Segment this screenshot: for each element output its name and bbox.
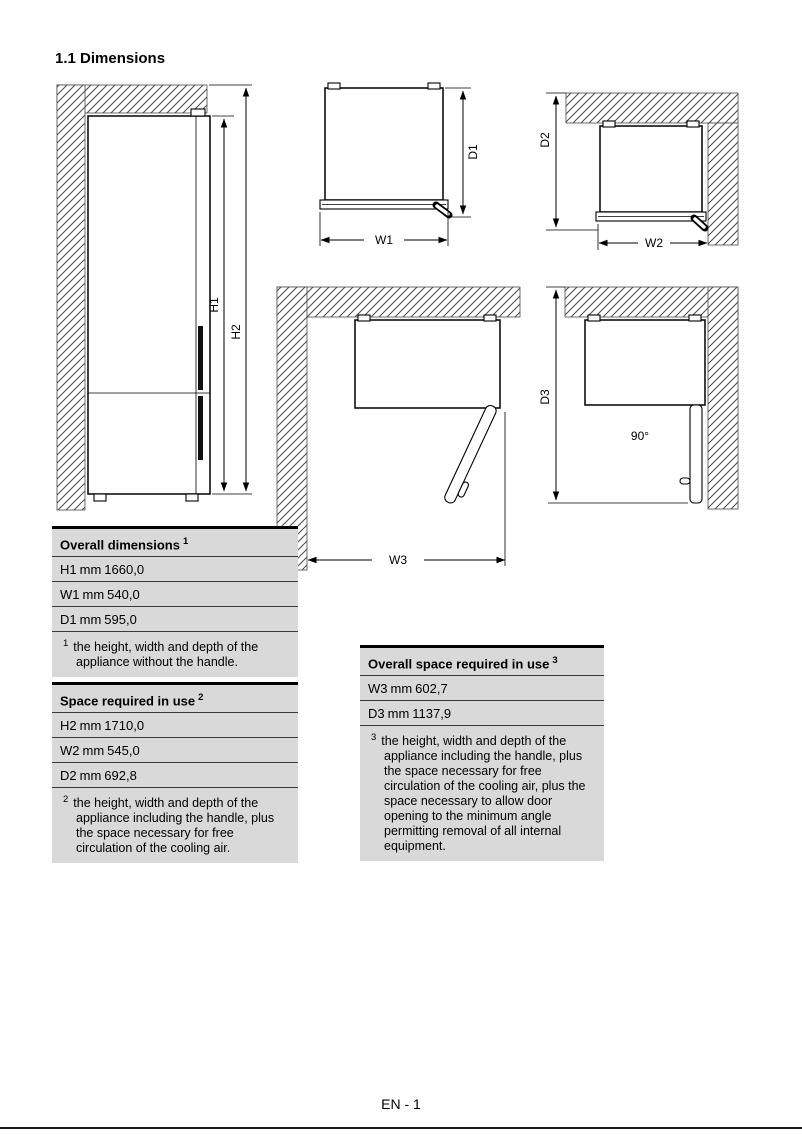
hinge-tab: [428, 83, 440, 89]
dim-code: W1: [60, 586, 80, 602]
open-door-90: [690, 405, 702, 503]
table-header: [52, 682, 298, 713]
hinge-tab: [358, 315, 370, 321]
dim-code: W3: [368, 680, 388, 696]
door-handle: [680, 478, 690, 484]
footnote-marker: 2: [63, 794, 69, 806]
dim-unit: mm: [82, 586, 105, 602]
freezer-handle: [198, 396, 203, 460]
dim-label-d1: D1: [466, 144, 480, 160]
table-row: [52, 607, 298, 632]
fridge-top-view: [325, 88, 443, 200]
wall-hatch-back: [566, 93, 738, 123]
open-door-group: [443, 404, 503, 507]
dim-label-w1: W1: [375, 233, 393, 247]
dim-value: 545,0: [107, 742, 140, 758]
dim-label-h1: H1: [207, 297, 221, 313]
dim-code: D1: [60, 611, 77, 627]
hinge-tab: [484, 315, 496, 321]
page-number: EN - 1: [381, 1096, 421, 1112]
wall-hatch-side: [708, 287, 738, 509]
table-footnote: [360, 726, 604, 861]
table-row: [52, 582, 298, 607]
table-row: [52, 763, 298, 788]
fridge-handle: [198, 326, 203, 390]
dim-value: 595,0: [104, 611, 137, 627]
table-row: [52, 713, 298, 738]
footnote-text: the height, width and depth of the appliance including the handle, plus the space necessary for free circulation of the cooling air, plus the space necessary to allow door opening to the minimum angle permitting removal of all internal equipment.: [381, 734, 586, 854]
footnote-text: the height, width and depth of the appliance including the handle, plus the space necessary for free circulation of the cooling air.: [73, 796, 275, 856]
table-row: [52, 557, 298, 582]
table-title: Space required in use: [60, 692, 196, 708]
fridge-front-outline: [88, 116, 210, 494]
wall-hatch-back: [277, 287, 520, 317]
dim-code: D2: [60, 767, 77, 783]
table-title-sup: 3: [552, 654, 558, 666]
footnote-text: the height, width and depth of the appliance without the handle.: [73, 640, 259, 670]
dim-code: H1: [60, 561, 77, 577]
table-header: [52, 526, 298, 557]
page-title: 1.1 Dimensions: [55, 50, 166, 67]
footnote-marker: 3: [371, 732, 377, 744]
dim-value: 1710,0: [104, 717, 145, 733]
dim-value: 692,8: [104, 767, 137, 783]
door-open-90-diagram: [538, 287, 738, 509]
dim-value: 1660,0: [104, 561, 145, 577]
dim-unit: mm: [390, 680, 413, 696]
door-open-max-diagram: [277, 287, 520, 570]
table-row: [52, 738, 298, 763]
dim-unit: mm: [79, 611, 102, 627]
dim-unit: mm: [82, 742, 105, 758]
table-footnote: [52, 632, 298, 677]
overall-space-table: [360, 645, 604, 861]
dim-unit: mm: [79, 767, 102, 783]
hinge-tab: [603, 121, 615, 127]
table-header: [360, 645, 604, 676]
dim-unit: mm: [79, 717, 102, 733]
dim-value: 602,7: [415, 680, 448, 696]
hinge-tab: [687, 121, 699, 127]
footer-rule: [0, 1127, 802, 1129]
dim-value: 540,0: [107, 586, 140, 602]
dim-label-w3: W3: [389, 553, 407, 567]
hinge-tab: [328, 83, 340, 89]
fridge-top-view: [355, 320, 500, 408]
dim-label-d3: D3: [538, 389, 552, 405]
table-title: Overall dimensions: [60, 536, 180, 552]
fridge-top-view: [600, 126, 702, 212]
table-row: [360, 701, 604, 726]
table-footnote: [52, 788, 298, 863]
wall-hatch-side: [708, 123, 738, 245]
dim-unit: mm: [79, 561, 102, 577]
table-title: Overall space required in use: [368, 655, 550, 671]
space-required-table: [52, 682, 298, 863]
door-angle-label: 90°: [630, 429, 650, 443]
dim-label-d2: D2: [538, 132, 552, 148]
footnote-marker: 1: [63, 638, 69, 650]
table-row: [360, 676, 604, 701]
hinge-tab: [689, 315, 701, 321]
front-view-diagram: [57, 85, 252, 510]
hinge-tab: [588, 315, 600, 321]
dim-unit: mm: [387, 705, 410, 721]
open-door: [443, 404, 498, 505]
fridge-top-view: [585, 320, 705, 405]
fridge-foot: [94, 494, 106, 501]
overall-dimensions-table: [52, 526, 298, 677]
dim-label-h2: H2: [229, 324, 243, 340]
dim-code: D3: [368, 705, 385, 721]
wall-hatch-left: [57, 85, 85, 510]
dim-code: W2: [60, 742, 80, 758]
dim-code: H2: [60, 717, 77, 733]
fridge-foot: [186, 494, 198, 501]
dim-value: 1137,9: [412, 705, 452, 721]
table-title-sup: 2: [198, 691, 204, 703]
top-view-closed-diagram: [320, 83, 480, 247]
top-view-clearance-diagram: [538, 93, 738, 250]
dim-label-w2: W2: [645, 236, 663, 250]
table-title-sup: 1: [182, 535, 189, 547]
hinge-cover: [191, 109, 205, 116]
